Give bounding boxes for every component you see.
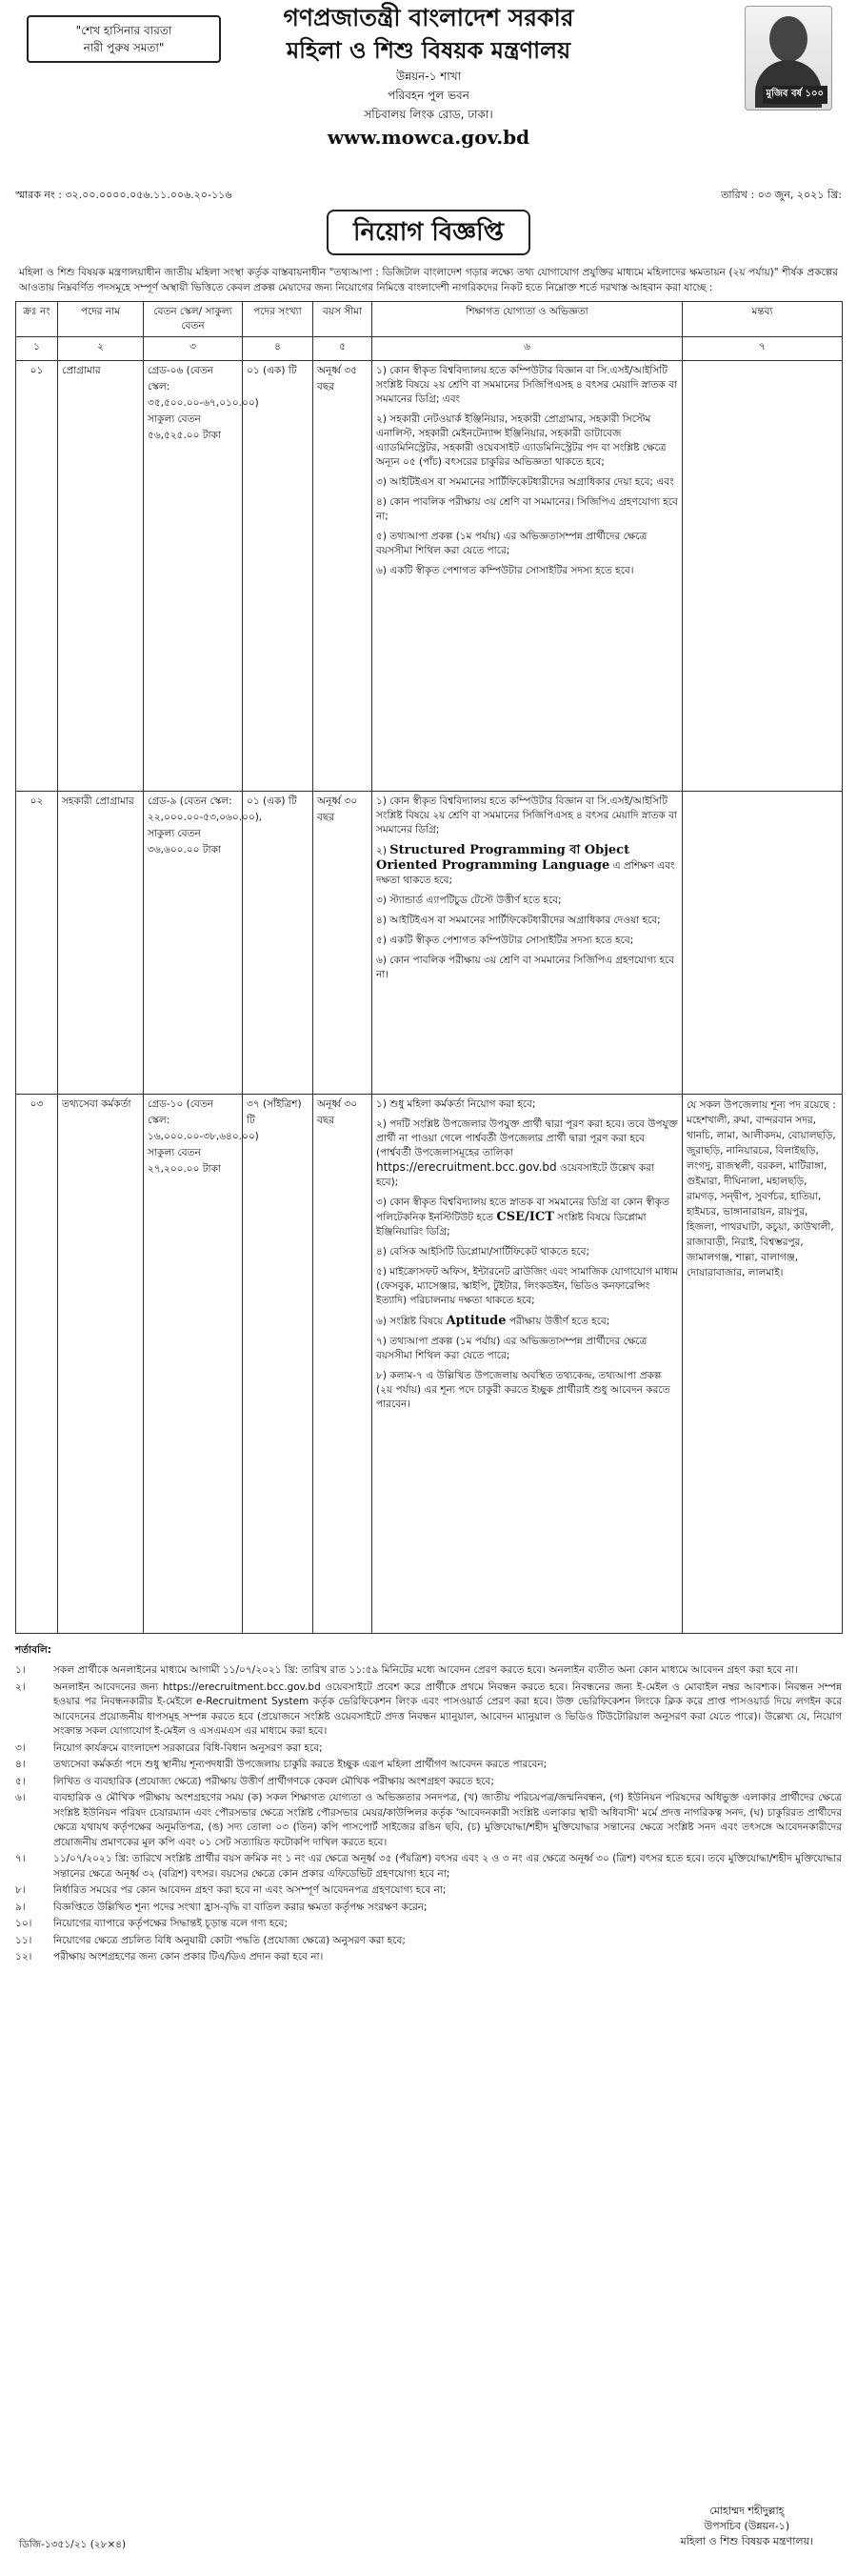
term-text: অনলাইন আবেদনের জন্য https://erecruitment.bcc.gov.bd ওয়েবসাইটে প্রবেশ করে প্রার্থীকে প্রথমে নিবন্ধন করতে হবে। নিবন্ধনের জন্য ই-মেইল ও মোবাইল নম্বর আবশ্যক। নিবন্ধন সম্পন্ন হওয়ার পর নিবন্ধনকারীর ই-মেইলে e-Recruitment System কর্তৃক ভেরিফিকেশন লিংক এবং পাসওয়ার্ড প্রেরণ করা হবে। উক্ত ভেরিফিকেশন লিংকে ক্লিক করে প্রাপ্ত পাসওয়ার্ড দিয়ে লগইন করে আবেদনের প্রয়োজনীয় ধাপসমূহ সম্পন্ন করতে হবে (প্রয়োজনে সংশ্লিষ্ট ওয়েবসাইটে প্রদত্ত নিবন্ধন ম্যানুয়াল, আবেদন ম্যানুয়াল ও ভিডিও টিউটোরিয়াল অনুসরণ করা যেতে পারে)। উল্লেখ্য যে, নিয়োগ সংক্রান্ত সকল যোগাযোগ ই-মেইল ও এসএমএস এর মাধ্যমে করা হবে। [53, 1680, 842, 1737]
header-count: পদের সংখ্যা [243, 302, 313, 337]
row-age: অনূর্ধ্ব ৩০ বছর [313, 1095, 372, 1634]
qualification-text: সংশ্লিষ্ট বিষয়ে ডিপ্লোমা ইঞ্জিনিয়ারিং ডিগ্রি; [376, 1212, 647, 1238]
term-number: ২। [15, 1680, 26, 1693]
col-number: ১ [16, 337, 58, 361]
col-number: ৭ [683, 337, 843, 361]
row-qualification [372, 1095, 683, 1634]
term-item [15, 1950, 842, 1965]
signatory-name: মোহাম্মদ শহীদুল্লাহ্ [709, 2505, 785, 2517]
government-name: গণপ্রজাতন্ত্রী বাংলাদেশ সরকার [283, 4, 574, 31]
qualification-item: ৫) একটি স্বীকৃত পেশাগত কম্পিউটার সোসাইটির সদস্য হতে হবে; [376, 935, 634, 946]
term-item [15, 1852, 842, 1882]
term-number: ১২। [15, 1951, 32, 1962]
terms-list [15, 1663, 842, 1965]
header-qualification: শিক্ষাগত যোগ্যতা ও অভিজ্ঞতা [372, 302, 683, 337]
qualification-item [376, 843, 678, 888]
qualification-suffix: এ প্রশিক্ষণ এবং দক্ষতা থাকতে হবে; [376, 860, 675, 886]
col-number: ২ [58, 337, 144, 361]
row-remarks: যে সকল উপজেলায় শূন্য পদ রয়েছে : মহেশখালী, রুমা, বান্দরবান সদর, থানচি, লামা, আলীকদম, বোয়ালছড়ি, জুরাছড়ি, নানিয়ারচর, বিলাইছড়ি, লংগদু, রাজস্থলী, বরকল, মাটিরাঙ্গা, গুইমারা, দীঘিনালা, মহালছড়ি, রামগড়, সন্দ্বীপ, সুবর্ণচর, হাতিয়া, হাইমচর, ভাঙ্গানারায়ন, রায়পুর, হিজলা, পাথরঘাটা, কচুয়া, কাউখালী, রাজাবাড়ী, নিরাই, বিশ্বম্ভরপুর, জামালগঞ্জ, শাল্লা, বালাগঞ্জ, দোয়ারাবাজার, লালমাই। [683, 1095, 843, 1634]
qualification-item: ৪) আইটিইএস বা সমমানের সার্টিফিকেটধারীদের অগ্রাধিকার দেওয়া হবে; [376, 915, 661, 926]
terms-title: শর্তাবলি: [15, 1644, 52, 1656]
qualification-text: ২) পদটি সংশ্লিষ্ট উপজেলার উপযুক্ত প্রার্থী দ্বারা পূরণ করা হবে। তবে উপযুক্ত প্রার্থী না পাওয়া গেলে পার্শ্ববর্তী উপজেলার প্রার্থী দ্বারা পূরণ করা হবে (পার্শ্ববর্তী উপজেলাসমূহের তালিকা [376, 1118, 678, 1158]
term-text: নির্ধারিত সময়ের পর কোন আবেদন গ্রহণ করা হবে না এবং অসম্পূর্ণ আবেদনপত্র গ্রহণযোগ্য হবে না; [53, 1884, 447, 1896]
term-number: ৪। [15, 1759, 26, 1770]
term-text: সকল প্রার্থীকে অনলাইনের মাধ্যমে আগামী ১১/০৭/২০২১ খ্রি: তারিখ রাত ১১:৫৯ মিনিটের মধ্যে আবেদন প্রেরণ করতে হবে। অনলাইন ব্যতীত অন্য কোন মাধ্যমে আবেদন গ্রহণ করা হবে না। [53, 1664, 798, 1676]
term-text: বিজ্ঞপ্তিতে উল্লিখিত শূন্য পদের সংখ্যা হ্রাস-বৃদ্ধি বা বাতিল করার ক্ষমতা কর্তৃপক্ষ সংরক্ষণ করেন; [53, 1901, 428, 1913]
qualification-item: ৪) কোন পাবলিক পরীক্ষায় ৩য় শ্রেণি বা সমমানের। সিজিপিএ গ্রহণযোগ্য হবে না; [376, 496, 678, 522]
vacancy-table [15, 301, 843, 1634]
term-number: ১। [15, 1664, 26, 1676]
ministry-name: মহিলা ও শিশু বিষয়ক মন্ত্রণালয় [286, 37, 571, 64]
address: সচিবালয় লিংক রোড, ঢাকা। [364, 108, 493, 121]
term-item [15, 1775, 842, 1790]
erecruitment-link[interactable]: https://erecruitment.bcc.gov.bd [376, 1160, 557, 1174]
memo-number: স্মারক নং : ৩২.০০.০০০০.০৫৬.১১.০০৬.২০-১১৬ [15, 189, 232, 201]
header-post: পদের নাম [58, 302, 144, 337]
term-item [15, 1934, 842, 1949]
col-number: ৪ [243, 337, 313, 361]
term-number: ১১। [15, 1934, 32, 1946]
mujib-borsho-badge: মুজিব বর্ষ ১০০ [763, 86, 827, 104]
row-age: অনূর্ধ্ব ৩০ বছর [313, 792, 372, 1095]
row-qualification [372, 361, 683, 792]
website: www.mowca.gov.bd [327, 126, 530, 149]
qualification-item [376, 1314, 678, 1329]
qualification-text: ওয়েবসাইটে উল্লেখ করা হবে); [376, 1162, 654, 1188]
term-number: ৫। [15, 1775, 26, 1787]
letterhead-center [15, 2, 842, 151]
cse-ict-term: CSE/ICT [496, 1210, 554, 1224]
row-remarks [683, 361, 843, 792]
qualification-item: ৫) মাইক্রোসফট অফিস, ইন্টারনেট ব্রাউজিং এবং সামাজিক যোগাযোগ মাধ্যম (ফেসবুক, ম্যাসেঞ্জার, স্কাইপি, টুইটার, লিংকডইন, ভিডিও কনফারেন্সিং ইত্যাদি) পরিচালনায় দক্ষতা থাকতে হবে; [376, 1266, 678, 1306]
header-age: বয়স সীমা [313, 302, 372, 337]
qualification-item: ৮) কলাম-৭ এ উল্লিখিত উপজেলায় অবস্থিত তথ্যকেন্দ্র, তথ্যআপা প্রকল্প (২য় পর্যায়) এর শূন্য পদে চাকুরী করতে ইচ্ছুক প্রার্থীরাই শুধু আবেদন করতে পারবেন। [376, 1370, 670, 1410]
portrait-head [769, 16, 807, 62]
header-remarks: মন্তব্য [683, 302, 843, 337]
row-serial: ০২ [16, 792, 58, 1095]
table-row [16, 792, 843, 1095]
row-count: ০১ (এক) টি [243, 792, 313, 1095]
term-number: ৬। [15, 1792, 26, 1803]
table-row [16, 1095, 843, 1634]
term-item [15, 1741, 842, 1757]
qualification-item: ৫) তথ্যআপা প্রকল্প (১ম পর্যায়) এর অভিজ্ঞতাসম্পন্ন প্রার্থীদের ক্ষেত্রে বয়সসীমা শিথিল করা যেতে পারে; [376, 531, 648, 556]
intro-paragraph: মহিলা ও শিশু বিষয়ক মন্ত্রণালয়াধীন জাতীয় মহিলা সংস্থা কর্তৃক বাস্তবায়নাধীন "তথ্যআপা : ডিজিটাল বাংলাদেশ গড়ার লক্ষ্যে তথ্য যোগাযোগ প্রযুক্তির মাধ্যমে মহিলাদের ক্ষমতায়ন (২য় পর্যায়)" শীর্ষক প্রকল্পের আওতায় নিম্নবর্ণিত পদসমূহে সম্পূর্ণ অস্থায়ী ভিত্তিতে কেবল প্রকল্প মেয়াদের জন্য নিয়োগের নিমিত্তে বাংলাদেশী নাগরিকদের নিকট হতে নিম্নোক্ত শর্তে দরখাস্ত আহবান করা যাচ্ছে : [19, 267, 838, 293]
slogan-line1: "শেখ হাসিনার বারতা [75, 24, 172, 37]
term-text: নিয়োগের ক্ষেত্রে প্রচলিত বিধি অনুযায়ী কোটা পদ্ধতি (প্রযোজ্য ক্ষেত্রে) অনুসরণ করা হবে; [53, 1934, 406, 1946]
term-item [15, 1663, 842, 1679]
row-count: ৩৭ (সাঁইত্রিশ) টি [243, 1095, 313, 1634]
letterhead [15, 0, 842, 210]
row-post: প্রোগ্রামার [58, 361, 144, 792]
header-pay: বেতন স্কেল/ সাকুল্য বেতন [144, 302, 243, 337]
slogan-line2: নারী পুরুষ সমতা" [83, 41, 165, 54]
term-number: ৭। [15, 1853, 26, 1864]
row-qualification [372, 792, 683, 1095]
signature-block [681, 2504, 813, 2549]
programming-term: Structured Programming বা Object Oriented Programming Language [376, 843, 630, 873]
qualification-item: ১) কোন স্বীকৃত বিশ্ববিদ্যালয় হতে কম্পিউটার বিজ্ঞান বা সি.এসই/আইসিটি সংশ্লিষ্ট বিষয়ে ২য় শ্রেণি বা সমমানের সিজিপিএসহ ৪ বৎসর মেয়াদি স্নাতক বা সমমানের ডিগ্রি; এবং [376, 365, 677, 405]
term-text: তথ্যসেবা কর্মকর্তা পদে শুধু স্থানীয় শূন্যপদধারী উপজেলায় চাকুরি করতে ইচ্ছুক এরূপ মহিলা প্রার্থীগণ আবেদন করতে পারবেন; [53, 1759, 548, 1770]
row-serial: ০৩ [16, 1095, 58, 1634]
signatory-designation: উপসচিব (উন্নয়ন-১) [704, 2520, 790, 2532]
qualification-text: ৬) সংশ্লিষ্ট বিষয়ে [376, 1316, 444, 1327]
term-number: ৮। [15, 1884, 26, 1896]
aptitude-term: Aptitude [446, 1314, 507, 1328]
term-item [15, 1917, 842, 1932]
term-item [15, 1680, 842, 1740]
building-name: পরিবহন পুল ভবন [388, 89, 469, 102]
term-item [15, 1901, 842, 1916]
header-serial: ক্রঃ নং [16, 302, 58, 337]
qualification-item: ৪) বেসিক আইসিটি ডিপ্লোমা/সার্টিফিকেট থাকতে হবে; [376, 1246, 590, 1258]
qualification-prefix: ২) [376, 845, 387, 856]
term-number: ৩। [15, 1741, 26, 1754]
col-number: ৬ [372, 337, 683, 361]
term-text: ১১/০৭/২০২১ খ্রি: তারিখে সংশ্লিষ্ট প্রার্থীর বয়স ক্রমিক নং ১ নং এর ক্ষেত্রে অনূর্ধ্ব ৩৫ (পঁয়ত্রিশ) বৎসর এবং ২ ও ৩ নং এর ক্ষেত্রে অনূর্ধ্ব ৩০ (ত্রিশ) বৎসর হতে হবে। তবে মুক্তিযোদ্ধা/শহীদ মুক্তিযোদ্ধার সন্তানের ক্ষেত্রে অনূর্ধ্ব ৩২ (বত্রিশ) বৎসর। বয়সের ক্ষেত্রে কোন প্রকার এফিডেভিট গ্রহণযোগ্য হবে না; [53, 1853, 842, 1880]
row-pay: গ্রেড-৯ (বেতন স্কেল: ২২,০০০.০০-৫৩,০৬০.০০), সাকুল্য বেতন ৩৬,৬০০.০০ টাকা [144, 792, 243, 1095]
row-post: সহকারী প্রোগ্রামার [58, 792, 144, 1095]
qualification-item: ২) সহকারী নেটওয়ার্ক ইঞ্জিনিয়ার, সহকারী প্রোগ্রামার, সহকারী সিস্টেম এনালিস্ট, সহকারী মেইনটেন্যান্স ইঞ্জিনিয়ার, সহকারী ডাটাবেজ এ্যাডমিনিস্ট্রেটর, সহকারী ওয়েবসাইট এ্যাডমিনিস্ট্রেটর পদ বা সংশ্লিষ্ট ক্ষেত্রে অন্যূন ০৫ (পাঁচ) বৎসরের চাকুরির অভিজ্ঞতা থাকতে হবে; [376, 413, 667, 468]
qualification-item [376, 1196, 678, 1239]
row-pay: গ্রেড-০৬ (বেতন স্কেল: ৩৫,৫০০.০০-৬৭,০১০.০০) সাকুল্য বেতন ৫৬,৫২৫.০০ টাকা [144, 361, 243, 792]
signatory-office: মহিলা ও শিশু বিষয়ক মন্ত্রণালয়। [680, 2535, 813, 2547]
term-text: পরীক্ষায় অংশগ্রহণের জন্য কোন প্রকার টিএ/ডিএ প্রদান করা হবে না। [53, 1951, 324, 1962]
terms-section [15, 1643, 842, 1965]
qualification-item: ৩) আইটিইএস বা সমমানের সার্টিফিকেটধারীদের অগ্রাধিকার দেয়া হবে; এবং [376, 476, 674, 488]
row-count: ০১ (এক) টি [243, 361, 313, 792]
qualification-item: ১) শুধু মহিলা কর্মকর্তা নিয়োগ করা হবে; [376, 1098, 536, 1110]
notice-page [15, 0, 842, 2550]
qualification-item: ৭) তথ্যআপা প্রকল্প (১ম পর্যায়) এর অভিজ্ঞতাসম্পন্ন প্রার্থীদের ক্ষেত্রে বয়সসীমা শিথিল করা যেতে পারে; [376, 1336, 648, 1361]
term-item [15, 1791, 842, 1850]
term-text: নিয়োগের ব্যাপারে কর্তৃপক্ষের সিদ্ধান্তই চূড়ান্ত বলে গণ্য হবে; [53, 1918, 289, 1929]
term-text: লিখিত ও ব্যবহারিক (প্রযোজ্য ক্ষেত্রে) পরীক্ষায় উত্তীর্ণ প্রার্থীগণকে কেবল মৌখিক পরীক্ষায় অংশগ্রহণ করতে হবে; [53, 1775, 494, 1787]
term-text: ব্যবহারিক ও মৌখিক পরীক্ষায় অংশগ্রহণের সময় (ক) সকল শিক্ষাগত যোগ্যতা ও অভিজ্ঞতার সনদপত্র, (খ) জাতীয় পরিচয়পত্র/জন্মনিবন্ধন, (গ) ইউনিয়ন পরিষদের অধিভুক্ত এলাকার প্রার্থীদের ক্ষেত্রে সংশ্লিষ্ট ইউনিয়ন পরিষদ চেয়ারম্যান এবং পৌরসভার ক্ষেত্রে সংশ্লিষ্ট পৌরসভার মেয়র/কাউন্সিলর কর্তৃক 'আবেদনকারী সংশ্লিষ্ট এলাকার স্থায়ী অধিবাসী' মর্মে প্রদত্ত নাগরিকত্ব সনদ, (ঘ) চাকুরিরত প্রার্থীদের ক্ষেত্রে যথাযথ কর্তৃপক্ষের অনুমতিপত্র, (ঙ) সদ্য তোলা ০৩ (তিন) কপি পাসপোর্ট সাইজের রঙিন ছবি, (চ) মুক্তিযোদ্ধা/শহীদ মুক্তিযোদ্ধার সন্তানের ক্ষেত্রে সংশ্লিষ্ট সনদ এবং তৎসঙ্গে আবেদনকারীদের প্রয়োজনীয় প্রমাণকের মূল কপি এবং ০১ সেট সত্যায়িত ফটোকপি দাখিল করতে হবে। [53, 1792, 842, 1848]
qualification-text: ৩) কোন স্বীকৃত বিশ্ববিদ্যালয় হতে স্নাতক বা সমমানের ডিগ্রি বা কোন স্বীকৃত পলিটেকনিক ইনস্টিটিউট হতে [376, 1197, 669, 1223]
term-number: ১০। [15, 1918, 32, 1929]
mujib-portrait-logo [745, 6, 832, 111]
row-age: অনূর্ধ্ব ৩৫ বছর [313, 361, 372, 792]
qualification-item: ৬) একটি স্বীকৃত পেশাগত কম্পিউটার সোসাইটির সদস্য হতে হবে। [376, 565, 634, 576]
dg-code: ডিজি-১৩৫১/২১ (২৮×৪) [19, 2539, 127, 2550]
table-row [16, 361, 843, 792]
row-remarks [683, 792, 843, 1095]
qualification-item: ৬) কোন পাবলিক পরীক্ষায় ৩য় শ্রেণি বা সমমানের সিজিপিএ গ্রহণযোগ্য হবে না। [376, 955, 675, 980]
qualification-item: ১) কোন স্বীকৃত বিশ্ববিদ্যালয় হতে কম্পিউটার বিজ্ঞান বা সি.এসই/আইসিটি সংশ্লিষ্ট বিষয়ে ২য় শ্রেণি বা সমমানের সিজিপিএসহ ৪ বৎসর মেয়াদি স্নাতক বা সমমানের ডিগ্রি; [376, 795, 677, 835]
row-post: তথ্যসেবা কর্মকর্তা [58, 1095, 144, 1634]
table-header-row [16, 302, 843, 337]
col-number: ৫ [313, 337, 372, 361]
column-number-row [16, 337, 843, 361]
term-text: নিয়োগ কার্যক্রমে বাংলাদেশ সরকারের বিধি-বিধান অনুসরণ করা হবে; [53, 1741, 323, 1754]
issue-date: তারিখ : ০৩ জুন, ২০২১ খ্রি: [721, 189, 842, 201]
term-item [15, 1883, 842, 1899]
term-number: ৯। [15, 1901, 26, 1913]
qualification-item [376, 1117, 678, 1190]
row-serial: ০১ [16, 361, 58, 792]
qualification-item: ৩) স্ট্যান্ডার্ড এ্যাপটিচুড টেস্টে উত্তীর্ণ হতে হবে; [376, 895, 562, 906]
col-number: ৩ [144, 337, 243, 361]
row-pay: গ্রেড-১০ (বেতন স্কেল: ১৬,০০০.০০-৩৮,৬৪০.০০) সাকুল্য বেতন ২৭,২০০.০০ টাকা [144, 1095, 243, 1634]
qualification-text: পরীক্ষায় উত্তীর্ণ হতে হবে; [508, 1316, 610, 1327]
notice-title: নিয়োগ বিজ্ঞপ্তি [327, 210, 530, 255]
term-item [15, 1758, 842, 1773]
branch-name: উন্নয়ন-১ শাখা [395, 70, 462, 83]
